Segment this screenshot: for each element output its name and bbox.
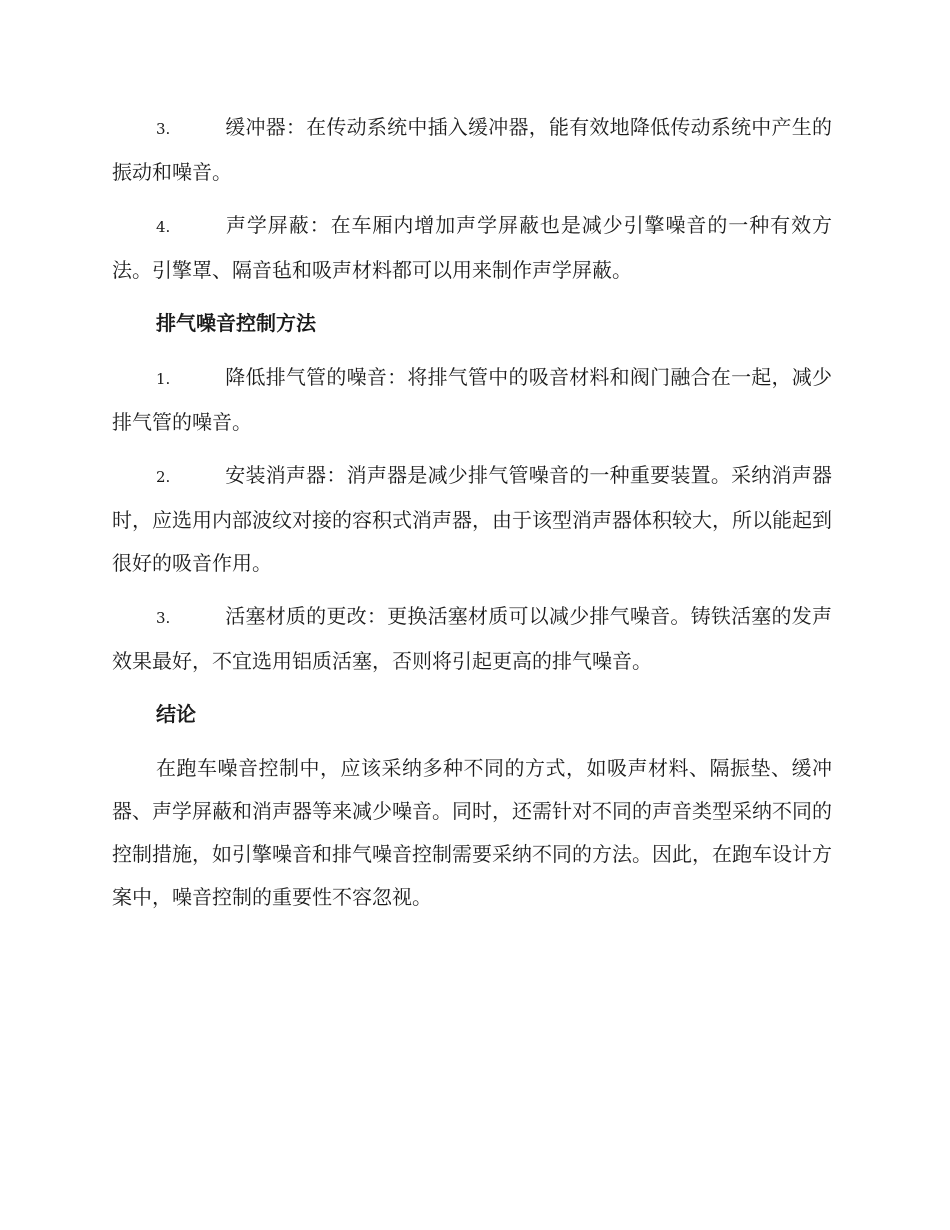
list-text: 缓冲器：在传动系统中插入缓冲器，能有效地降低传动系统中产生的振动和噪音。 bbox=[112, 115, 832, 184]
conclusion-paragraph: 在跑车噪音控制中，应该采纳多种不同的方式，如吸声材料、隔振垫、缓冲器、声学屏蔽和消声器等来减少噪音。同时，还需针对不同的声音类型采纳不同的控制措施，如引擎噪音和排气噪音控制需要采纳不同的方法。因此，在跑车设计方案中，噪音控制的重要性不容忽视。 bbox=[112, 756, 832, 909]
list-text: 活塞材质的更改：更换活塞材质可以减少排气噪音。铸铁活塞的发声效果最好，不宜选用铝质活塞，否则将引起更高的排气噪音。 bbox=[112, 604, 832, 673]
list-number: 2. bbox=[156, 468, 171, 486]
document-content bbox=[112, 106, 832, 919]
section-heading-exhaust: 排气噪音控制方法 bbox=[156, 311, 316, 335]
list-number: 3. bbox=[156, 609, 171, 627]
list-text: 降低排气管的噪音：将排气管中的吸音材料和阀门融合在一起，减少排气管的噪音。 bbox=[112, 365, 832, 434]
list-item bbox=[112, 106, 832, 194]
list-item bbox=[112, 204, 832, 292]
list-text: 安装消声器：消声器是减少排气管噪音的一种重要装置。采纳消声器时，应选用内部波纹对接的容积式消声器，由于该型消声器体积较大，所以能起到很好的吸音作用。 bbox=[112, 463, 832, 575]
list-item bbox=[112, 454, 832, 585]
list-number: 3. bbox=[156, 120, 171, 138]
list-item bbox=[112, 356, 832, 444]
list-item bbox=[112, 595, 832, 683]
list-number: 1. bbox=[156, 370, 171, 388]
list-number: 4. bbox=[156, 218, 171, 236]
list-text: 声学屏蔽：在车厢内增加声学屏蔽也是减少引擎噪音的一种有效方法。引擎罩、隔音毡和吸声材料都可以用来制作声学屏蔽。 bbox=[112, 213, 832, 282]
section-heading-conclusion: 结论 bbox=[156, 702, 196, 726]
